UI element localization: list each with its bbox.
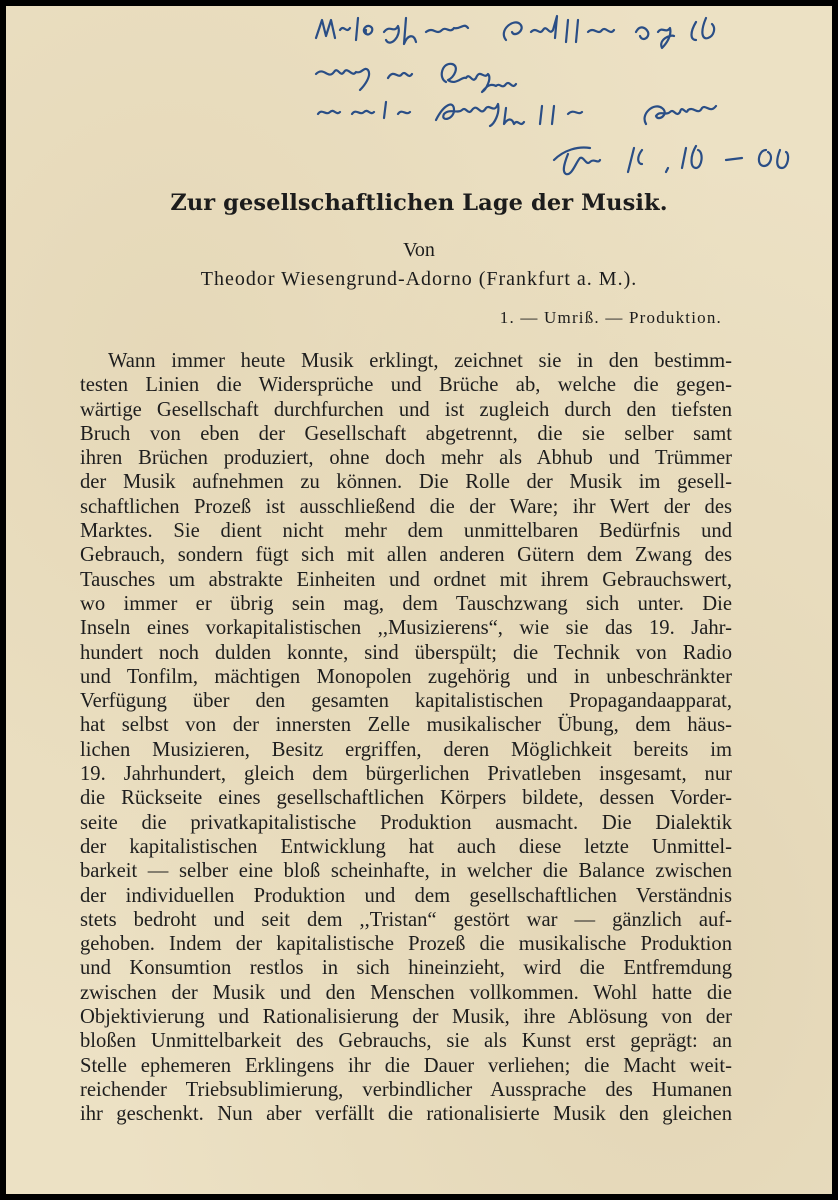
- article-author: Theodor Wiesengrund-Adorno (Frankfurt a. M.).: [200, 268, 638, 290]
- text-line: der Musik aufnehmen zu können. Die Rolle der Musik im gesell-: [80, 471, 732, 494]
- text-line: testen Linien die Widersprüche und Brüche ab, welche die gegen-: [80, 374, 732, 397]
- text-line: ihr geschenkt. Nun aber verfällt die rationalisierte Musik den gleichen: [80, 1103, 732, 1126]
- text-line: seite die privatkapitalistische Produktion ausmacht. Die Dialektik: [80, 811, 732, 834]
- text-line: der individuellen Produktion und dem gesellschaftlichen Verständnis: [80, 884, 732, 907]
- text-line: gehoben. Indem der kapitalistische Prozeß die musikalische Produktion: [80, 933, 732, 956]
- text-line: Stelle ephemeren Erklingens ihr die Dauer verliehen; die Macht weit-: [80, 1054, 732, 1077]
- text-line: wo immer er übrig sein mag, dem Tauschzwang sich unter. Die: [80, 592, 732, 615]
- text-line: hat selbst von der innersten Zelle musikalischer Übung, dem häus-: [80, 714, 732, 737]
- text-line: und Konsumtion restlos in sich hineinzieht, wird die Entfremdung: [80, 957, 732, 980]
- document-page: [6, 6, 832, 1194]
- handwritten-signature-icon: [306, 10, 826, 190]
- text-line: Objektivierung und Rationalisierung der Musik, ihre Ablösung von der: [80, 1006, 732, 1029]
- article-body: [80, 349, 732, 1127]
- byline-von: Von: [403, 239, 435, 261]
- text-line: barkeit — selber eine bloß scheinhafte, in welcher die Balance zwischen: [80, 860, 732, 883]
- section-heading: 1. — Umriß. — Produktion.: [499, 308, 722, 327]
- text-line: wärtige Gesellschaft durchfurchen und ist zugleich durch den tiefsten: [80, 398, 732, 421]
- text-line: Inseln eines vorkapitalistischen ,,Musizierens“, wie sie das 19. Jahr-: [80, 617, 732, 640]
- text-line: Wann immer heute Musik erklingt, zeichnet sie in den bestimm-: [108, 350, 732, 372]
- text-line: stets bedroht und seit dem ,,Tristan“ gestört war — gänzlich auf-: [80, 908, 732, 931]
- text-line: Verfügung über den gesamten kapitalistischen Propagandaapparat,: [80, 690, 732, 713]
- text-line: Marktes. Sie dient nicht mehr dem unmittelbaren Bedürfnis und: [80, 520, 732, 543]
- text-line: Tausches um abstrakte Einheiten und ordnet mit ihrem Gebrauchswert,: [80, 568, 732, 591]
- text-line: reichender Triebsublimierung, verbindlicher Aussprache des Humanen: [80, 1078, 732, 1101]
- text-line: zwischen der Musik und den Menschen vollkommen. Wohl hatte die: [80, 981, 732, 1004]
- text-line: die Rückseite eines gesellschaftlichen Körpers bildete, dessen Vorder-: [80, 787, 732, 810]
- text-line: Bruch von eben der Gesellschaft abgetrennt, die sie selber samt: [80, 422, 732, 445]
- text-line: hundert noch dulden konnte, sind überspült; die Technik von Radio: [80, 641, 732, 664]
- text-line: und Tonfilm, mächtigen Monopolen zugehörig und in unbeschränkter: [80, 665, 732, 688]
- text-line: bloßen Unmittelbarkeit des Gebrauchs, sie als Kunst erst geprägt: an: [80, 1030, 732, 1053]
- text-line: ihren Brüchen produziert, ohne doch mehr als Abhub und Trümmer: [80, 447, 732, 470]
- text-line: schaftlichen Prozeß ist ausschließend die der Ware; ihr Wert der des: [80, 495, 732, 518]
- handwritten-dedication: [306, 10, 826, 190]
- text-line: lichen Musizieren, Besitz ergriffen, deren Möglichkeit bereits im: [80, 738, 732, 761]
- text-line: Gebrauch, sondern fügt sich mit allen anderen Gütern dem Zwang des: [80, 544, 732, 567]
- article-title: Zur gesellschaftlichen Lage der Musik.: [170, 190, 668, 216]
- text-line: der kapitalistischen Entwicklung hat auch diese letzte Unmittel-: [80, 835, 732, 858]
- text-line: 19. Jahrhundert, gleich dem bürgerlichen Privatleben insgesamt, nur: [80, 763, 732, 786]
